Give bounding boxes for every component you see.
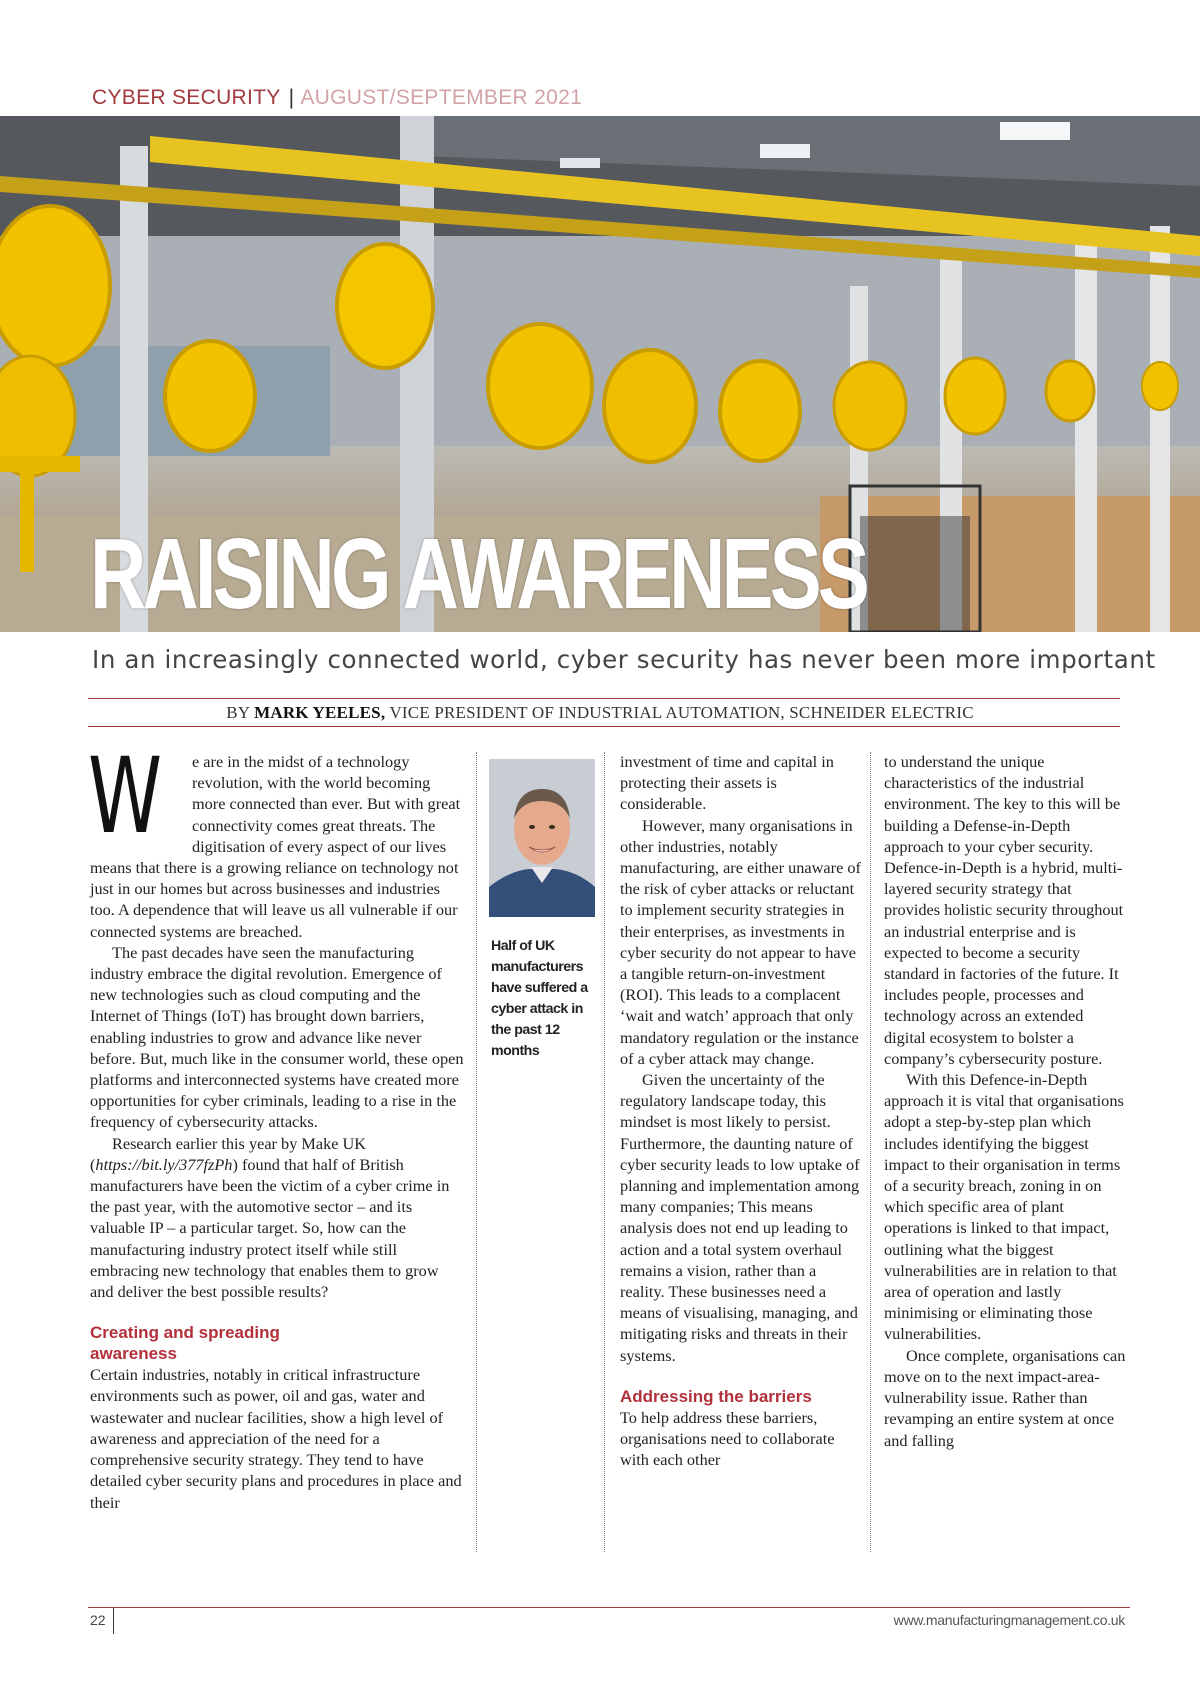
article-headline: RAISING AWARENESS (90, 518, 866, 630)
article-column-3 (620, 751, 862, 1471)
website-url[interactable]: www.manufacturingmanagement.co.uk (893, 1612, 1125, 1628)
byline-rule-bottom (88, 726, 1120, 727)
author-role: VICE PRESIDENT OF INDUSTRIAL AUTOMATION, SCHNEIDER ELECTRIC (389, 703, 974, 722)
byline-prefix: BY (226, 703, 250, 722)
article-paragraph: To help address these barriers, organisations need to collaborate with each other (620, 1407, 835, 1470)
column-divider (604, 752, 605, 1552)
article-paragraph: With this Defence-in-Depth approach it is vital that organisations adopt a step-by-step plan which includes identifying the biggest impact to their organisation in terms of a security breach, zoning in on which specific area of plant operations is linked to that impact, outlining what the biggest vulnerabilities are in relation to that area of operation and lastly minimising or eliminating those vulnerabilities. (884, 1070, 1124, 1344)
article-paragraph: to understand the unique characteristics of the industrial environment. The key to this will be building a Defense-in-Depth approach to your cyber security. Defence-in-Depth is a hybrid, multi-layered security strategy that provides holistic security throughout an industrial enterprise and is expected to become a security standard in factories of the future. It includes people, processes and technology across an extended digital ecosystem to bolster a company’s cybersecurity posture. (884, 752, 1124, 1068)
wheel (1046, 361, 1094, 421)
paragraph-text: e are in the midst of a technology revolution, with the world becoming more connected than ever. But with great connectivity comes great threats. The digitisation of every aspect of our lives means that there is a growing reliance on technology not just in our homes but across businesses and industries too. A dependence that will leave us all vulnerable if our connected systems are breached. (90, 752, 461, 941)
ceiling-light (560, 158, 600, 168)
column (1150, 226, 1170, 632)
wheel (488, 324, 592, 448)
floor-barrier (0, 456, 80, 472)
wheel (0, 206, 110, 366)
article-paragraph: However, many organisations in other industries, notably manufacturing, are either unaware of the risk of cyber attacks or reluctant to implement security strategies in their enterprises, as investments in cyber security do not appear to have a tangible return-on-investment (ROI). This leads to a complacent ‘wait and watch’ approach that only mandatory regulation or the instance of a cyber attack may change. (620, 815, 861, 1068)
ceiling-light (1000, 122, 1070, 140)
research-link[interactable]: https://bit.ly/377fzPh (95, 1154, 233, 1174)
byline-rule-top (88, 698, 1120, 699)
wheel (834, 362, 906, 450)
article-column-4 (884, 751, 1128, 1451)
article-paragraph: The past decades have seen the manufacturing industry embrace the digital revolution. Emergence of new technologies such as cloud computing and the Internet of Things (IoT) has brought down barriers, enabling industries to grow and advance like never before. But, much like in the consumer world, these open platforms and interconnected systems have created more opportunities for cyber criminals, leading to a rise in the frequency of cybersecurity attacks. (90, 942, 464, 1132)
issue-date: AUGUST/SEPTEMBER 2021 (300, 86, 583, 109)
section-name: CYBER SECURITY (92, 86, 281, 109)
footer-rule (88, 1607, 1130, 1608)
column-divider (476, 752, 477, 1552)
wheel (1142, 362, 1178, 410)
author-photo (489, 759, 595, 917)
wheel (165, 341, 255, 451)
subheading-creating-awareness: Creating and spreading awareness (90, 1323, 280, 1364)
wheel (945, 358, 1005, 434)
paragraph-text: ) found that half of British manufacturers have been the victim of a cyber crime in the past year, with the automotive sector – and its valuable IP – a particular target. So, how can the manufacturing industry protect itself while still embracing new technology that enables them to grow and deliver the best possible results? (90, 1154, 450, 1302)
article-standfirst: In an increasingly connected world, cyber security has never been more important (92, 645, 1156, 674)
article-paragraph: Certain industries, notably in critical infrastructure environments such as power, oil and gas, water and wastewater and nuclear facilities, show a high level of awareness and appreciation of the need for a comprehensive security strategy. They tend to have detailed cyber security plans and procedures in place and their (90, 1365, 462, 1512)
page-number: 22 (90, 1612, 106, 1628)
column (1075, 236, 1097, 632)
footer-divider (113, 1608, 114, 1634)
article-column-1 (88, 735, 464, 1513)
safety-cage-panel (860, 516, 970, 632)
article-paragraph: Given the uncertainty of the regulatory landscape today, this mindset is most likely to persist. Furthermore, the daunting nature of cyber security leads to low uptake of planning and implementation among many companies; This means analysis does not end up leading to action and a total system overhaul remains a vision, rather than a reality. These businesses need a means of visualising, managing, and mitigating risks and threats in their systems. (620, 1070, 860, 1365)
author-name: MARK YEELES, (254, 703, 386, 722)
article-paragraph (88, 735, 464, 942)
portrait-illustration (489, 759, 595, 917)
wheel (337, 244, 433, 368)
subheading-addressing-barriers: Addressing the barriers (620, 1386, 812, 1406)
byline (0, 703, 1200, 723)
paragraph-text: Research earlier this year by Make UK ( (90, 1133, 367, 1174)
wheel (720, 361, 800, 461)
section-header (92, 86, 582, 110)
ceiling-light (760, 144, 810, 158)
drop-cap: W (88, 735, 163, 857)
article-paragraph: Once complete, organisations can move on to the next impact-area-vulnerability issue. Rather than revamping an entire system at once and falling (884, 1345, 1126, 1450)
article-paragraph (90, 1133, 464, 1303)
wheel (604, 350, 696, 462)
header-separator: | (288, 86, 295, 109)
floor-barrier (20, 472, 34, 572)
article-paragraph: investment of time and capital in protecting their assets is considerable. (620, 752, 834, 814)
pull-quote: Half of UK manufacturers have suffered a cyber attack in the past 12 months (491, 938, 588, 1059)
column-divider (870, 752, 871, 1552)
